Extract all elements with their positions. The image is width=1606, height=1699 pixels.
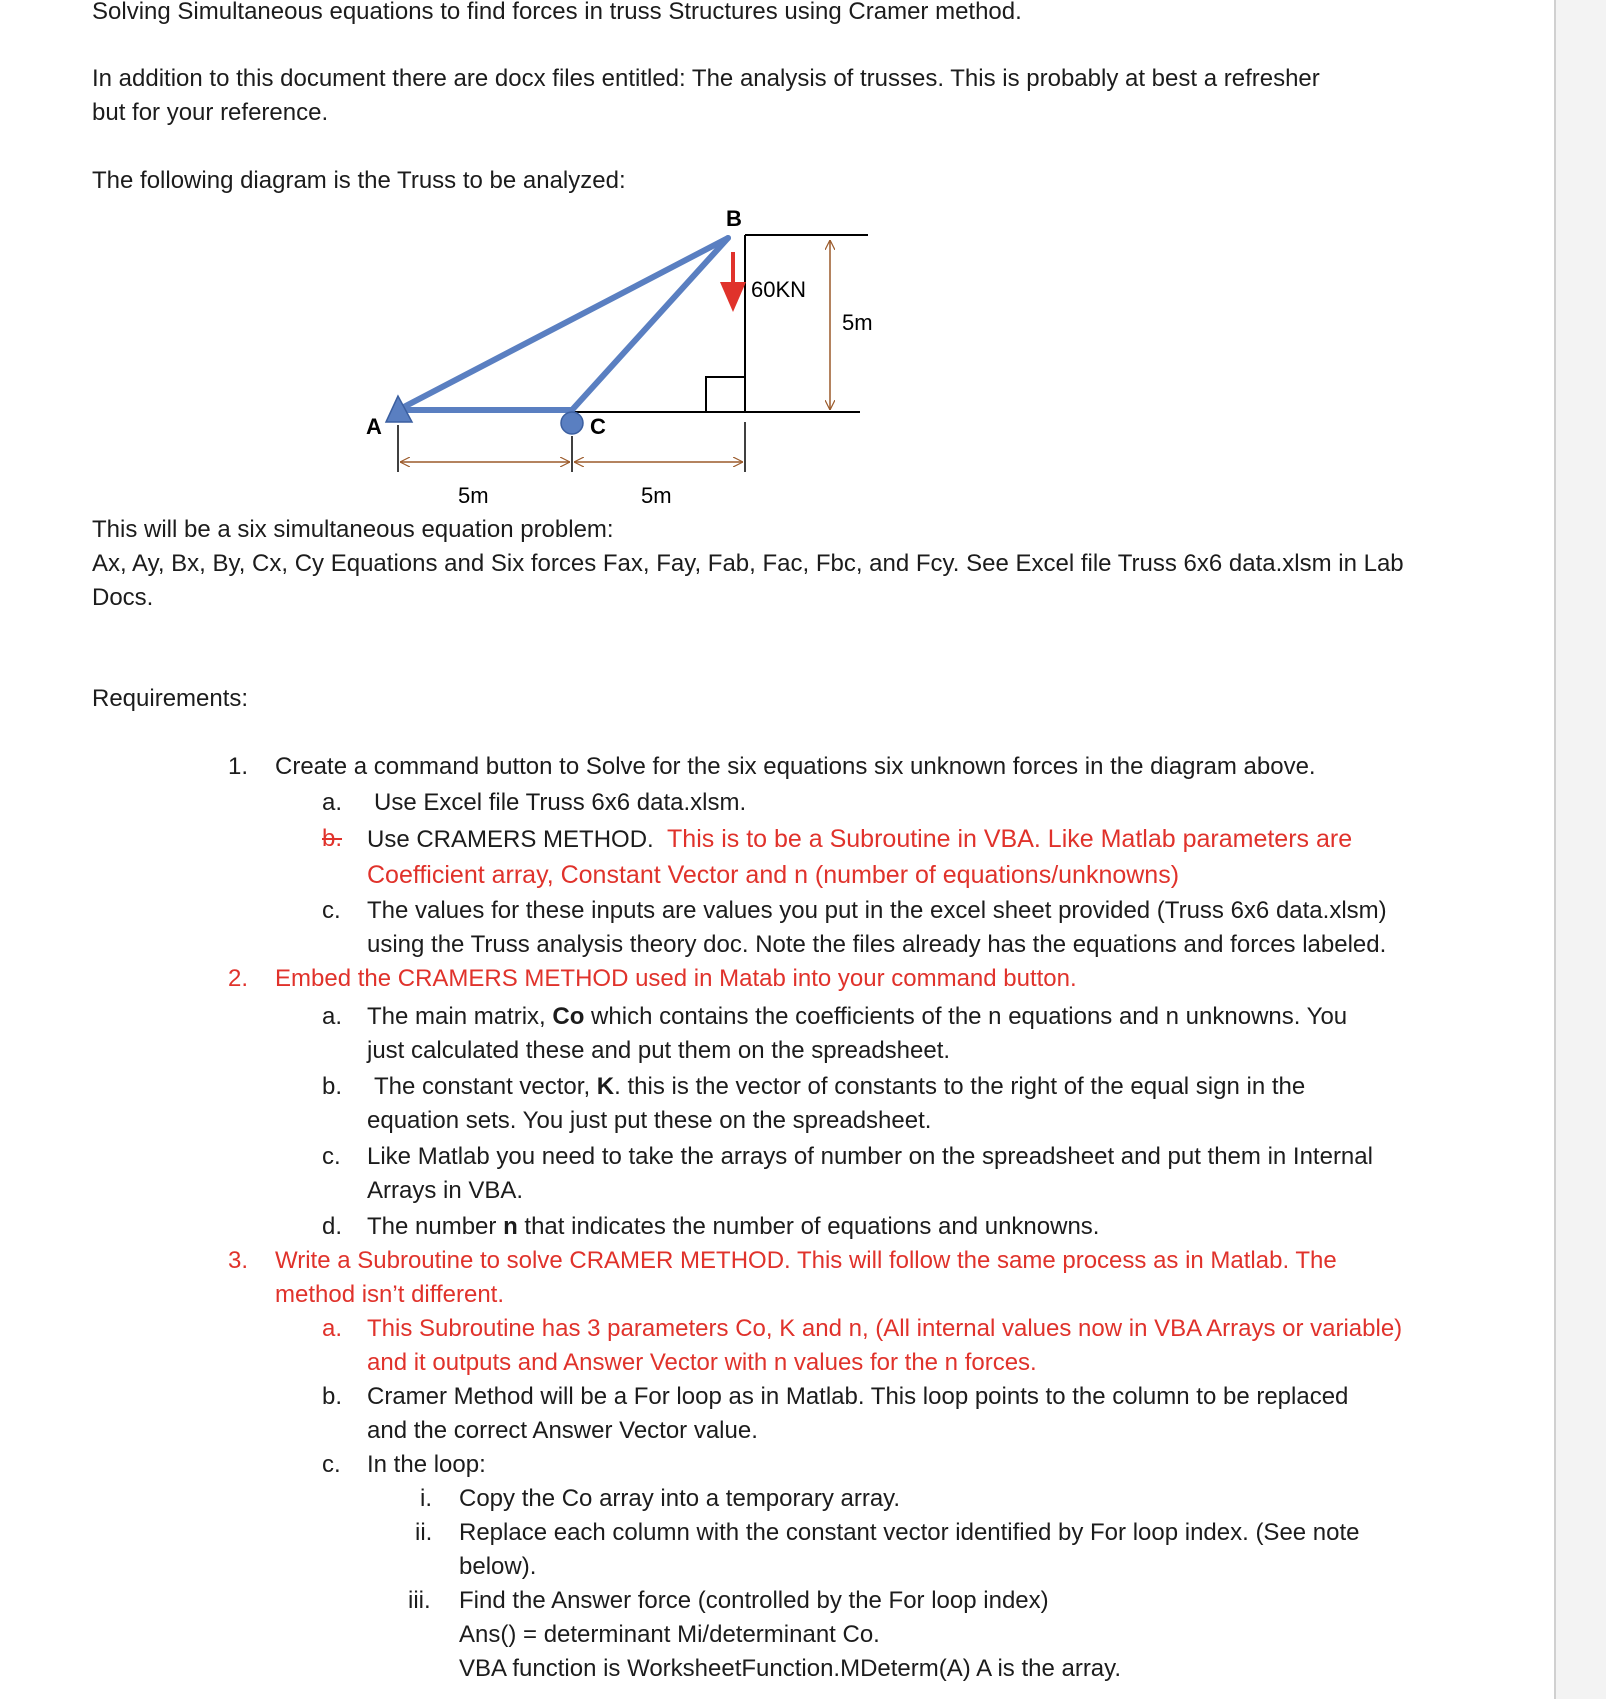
label-b: B: [726, 206, 742, 231]
text-bold: Co: [552, 1003, 585, 1030]
list-item-text: equation sets. You just put these on the spreadsheet.: [367, 1107, 932, 1134]
list-letter: b.: [322, 1383, 343, 1410]
text-part: that indicates the number of equations and unknowns.: [517, 1213, 1100, 1240]
after-diagram-line-1: This will be a six simultaneous equation problem:: [92, 516, 614, 543]
list-item-text: Copy the Co array into a temporary array.: [459, 1485, 901, 1512]
list-letter: a.: [322, 789, 343, 816]
requirements-heading: Requirements:: [92, 685, 249, 712]
text-part: The number: [367, 1213, 504, 1240]
list-item-text: Ans() = determinant Mi/determinant Co.: [459, 1621, 880, 1648]
list-item-text: and it outputs and Answer Vector with n values for the n forces.: [367, 1349, 1037, 1376]
intro-paragraph-line-1: In addition to this document there are docx files entitled: The analysis of trusses. This is probably at best a refresher: [92, 65, 1320, 92]
list-letter: a.: [322, 1315, 343, 1342]
list-letter: c.: [322, 1451, 341, 1478]
list-item-text: [374, 1070, 1305, 1104]
text-part: The main matrix,: [367, 1003, 553, 1030]
list-item-text-red: Coefficient array, Constant Vector and n (number of equations/unknowns): [367, 861, 1180, 889]
list-letter: b.: [322, 1073, 343, 1100]
label-c: C: [590, 414, 606, 439]
load-label: 60KN: [751, 277, 807, 302]
list-item-text: Write a Subroutine to solve CRAMER METHOD. This will follow the same process as in Matlab. The: [275, 1247, 1337, 1274]
span-right-label: 5m: [641, 483, 672, 508]
list-roman: iii.: [408, 1587, 431, 1614]
member-bc: [572, 238, 728, 410]
list-letter: c.: [322, 1143, 341, 1170]
document-title: Solving Simultaneous equations to find forces in truss Structures using Cramer method.: [92, 0, 1022, 25]
list-item-text-black: Use CRAMERS METHOD.: [367, 826, 654, 853]
list-item-text: Like Matlab you need to take the arrays of number on the spreadsheet and put them in Internal: [367, 1143, 1373, 1170]
text-part: The constant vector,: [374, 1073, 597, 1100]
list-item-text: Find the Answer force (controlled by the For loop index): [459, 1587, 1049, 1614]
list-item-text: and the correct Answer Vector value.: [367, 1417, 758, 1444]
list-item-text: In the loop:: [367, 1451, 486, 1478]
after-diagram-line-2: Ax, Ay, Bx, By, Cx, Cy Equations and Six forces Fax, Fay, Fab, Fac, Fbc, and Fcy. See Excel file Truss 6x6 data.xlsm in Lab: [92, 550, 1404, 577]
list-item-text: Embed the CRAMERS METHOD used in Matab into your command button.: [275, 965, 1077, 992]
list-item-text: VBA function is WorksheetFunction.MDeterm(A) A is the array.: [459, 1655, 1122, 1682]
text-bold: K: [596, 1073, 615, 1100]
right-angle-marker: [706, 377, 745, 412]
list-item-text: using the Truss analysis theory doc. Note the files already has the equations and forces labeled.: [367, 931, 1387, 958]
list-letter: c.: [322, 897, 341, 924]
list-letter: a.: [322, 1003, 343, 1030]
list-item-text: This Subroutine has 3 parameters Co, K and n, (All internal values now in VBA Arrays or variable): [367, 1315, 1403, 1342]
load-arrow-icon: [720, 252, 746, 312]
list-number: 2.: [228, 965, 249, 992]
list-roman: ii.: [415, 1519, 433, 1546]
list-item-text: Arrays in VBA.: [367, 1177, 524, 1204]
span-left-label: 5m: [458, 483, 489, 508]
list-item-text: Cramer Method will be a For loop as in Matlab. This loop points to the column to be replaced: [367, 1383, 1349, 1410]
text-bold: n: [503, 1213, 518, 1240]
list-item-text: Create a command button to Solve for the six equations six unknown forces in the diagram above.: [275, 753, 1316, 780]
after-diagram-line-3: Docs.: [92, 584, 154, 611]
list-letter: d.: [322, 1213, 343, 1240]
label-a: A: [366, 414, 382, 439]
text-part: . this is the vector of constants to the right of the equal sign in the: [614, 1073, 1306, 1100]
list-item-text-red: This is to be a Subroutine in VBA. Like Matlab parameters are: [667, 825, 1353, 853]
list-number: 1.: [228, 753, 249, 780]
member-ab: [398, 238, 728, 410]
list-item-text: below).: [459, 1553, 537, 1580]
side-panel: [1556, 0, 1606, 1699]
list-item-text: [367, 1000, 1347, 1034]
list-item-text: just calculated these and put them on the spreadsheet.: [367, 1037, 951, 1064]
truss-diagram: [350, 200, 910, 515]
list-item-text: The values for these inputs are values you put in the excel sheet provided (Truss 6x6 data.xlsm): [367, 897, 1387, 924]
list-item-text: Use Excel file Truss 6x6 data.xlsm.: [374, 789, 747, 816]
list-letter: b.: [322, 825, 343, 852]
roller-support-c: [561, 412, 583, 434]
list-item-text: method isn’t different.: [275, 1281, 505, 1308]
list-item-text: [367, 822, 1352, 857]
text-part: which contains the coefficients of the n equations and n unknowns. You: [584, 1003, 1348, 1030]
diagram-intro-text: The following diagram is the Truss to be analyzed:: [92, 167, 626, 194]
intro-paragraph-line-2: but for your reference.: [92, 99, 329, 126]
list-item-text: Replace each column with the constant vector identified by For loop index. (See note: [459, 1519, 1360, 1546]
list-roman: i.: [420, 1485, 432, 1512]
list-item-text: [367, 1210, 1099, 1244]
list-number: 3.: [228, 1247, 249, 1274]
height-dimension-label: 5m: [842, 310, 873, 335]
